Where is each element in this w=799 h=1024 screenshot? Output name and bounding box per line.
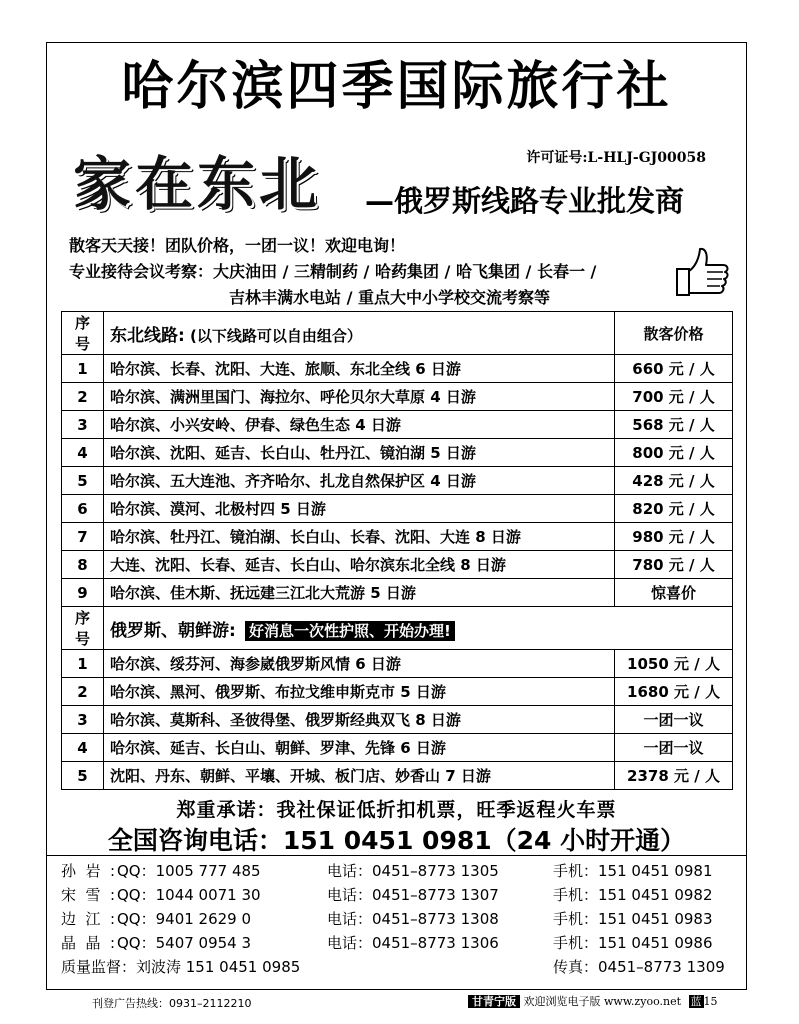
col-number-header: 序号 <box>62 312 104 355</box>
license-number: 许可证号:L-HLJ-GJ00058 <box>526 150 706 166</box>
route-number: 5 <box>62 762 104 790</box>
service-promise: 郑重承诺：我社保证低折扣机票，旺季返程火车票 <box>176 799 617 821</box>
contact-phone: 电话：0451–8773 1307 <box>327 886 499 904</box>
section-badge: 蓝 <box>690 995 702 1008</box>
brand-logo-text: 家在东北 <box>73 150 322 218</box>
contact-qq: QQ：9401 2629 0 <box>117 910 252 928</box>
northeast-header-row <box>62 312 733 355</box>
table-row <box>62 439 733 467</box>
promo-line-2: 专业接待会议考察：大庆油田 / 三精制药 / 哈药集团 / 哈飞集团 / 长春一 / <box>69 262 597 281</box>
russia-section-title: 俄罗斯、朝鲜游: <box>110 620 236 641</box>
agency-title: 哈尔滨四季国际旅行社 <box>121 57 672 117</box>
col-price-header: 散客价格 <box>615 312 733 355</box>
routes-table <box>61 311 733 790</box>
ad-hotline: 刊登广告热线：0931–2112210 <box>92 997 252 1010</box>
russia-section-header <box>104 607 733 650</box>
northeast-section-title: 东北线路: <box>110 325 185 346</box>
route-price: 780 元 / 人 <box>615 551 733 579</box>
northeast-section-header <box>104 312 615 355</box>
route-description: 大连、沈阳、长春、延吉、长白山、哈尔滨东北全线 8 日游 <box>104 551 615 579</box>
route-description: 哈尔滨、五大连池、齐齐哈尔、扎龙自然保护区 4 日游 <box>104 467 615 495</box>
page-footer <box>468 993 718 1009</box>
route-price: 一团一议 <box>615 734 733 762</box>
route-description: 沈阳、丹东、朝鲜、平壤、开城、板门店、妙香山 7 日游 <box>104 762 615 790</box>
route-description: 哈尔滨、黑河、俄罗斯、布拉戈维申斯克市 5 日游 <box>104 678 615 706</box>
route-price: 一团一议 <box>615 706 733 734</box>
northeast-section-note: (以下线路可以自由组合） <box>190 326 362 345</box>
route-price: 428 元 / 人 <box>615 467 733 495</box>
route-number: 6 <box>62 495 104 523</box>
table-row <box>62 551 733 579</box>
route-price: 惊喜价 <box>615 579 733 607</box>
contact-mobile: 手机：151 0451 0981 <box>553 862 713 880</box>
route-number: 8 <box>62 551 104 579</box>
route-price: 700 元 / 人 <box>615 383 733 411</box>
publication-badge: 甘青宁版 <box>468 995 520 1008</box>
table-row <box>62 467 733 495</box>
contact-qq: QQ：5407 0954 3 <box>117 934 252 952</box>
route-description: 哈尔滨、佳木斯、抚远建三江北大荒游 5 日游 <box>104 579 615 607</box>
contact-name: 孙岩: <box>61 862 115 880</box>
contact-name: 宋雪: <box>61 886 115 904</box>
table-row <box>62 355 733 383</box>
route-description: 哈尔滨、漠河、北极村四 5 日游 <box>104 495 615 523</box>
thumbs-up-icon <box>673 245 731 299</box>
contact-qq: QQ：1005 777 485 <box>117 862 261 880</box>
route-description: 哈尔滨、长春、沈阳、大连、旅顺、东北全线 6 日游 <box>104 355 615 383</box>
route-number: 3 <box>62 411 104 439</box>
table-row <box>62 523 733 551</box>
route-number: 2 <box>62 678 104 706</box>
contact-name: 晶晶: <box>61 934 115 952</box>
contact-qq: QQ：1044 0071 30 <box>117 886 261 904</box>
col-number-header: 序号 <box>62 607 104 650</box>
route-description: 哈尔滨、莫斯科、圣彼得堡、俄罗斯经典双飞 8 日游 <box>104 706 615 734</box>
route-price: 568 元 / 人 <box>615 411 733 439</box>
route-number: 9 <box>62 579 104 607</box>
route-price: 2378 元 / 人 <box>615 762 733 790</box>
route-description: 哈尔滨、牡丹江、镜泊湖、长白山、长春、沈阳、大连 8 日游 <box>104 523 615 551</box>
route-description: 哈尔滨、延吉、长白山、朝鲜、罗津、先锋 6 日游 <box>104 734 615 762</box>
table-row <box>62 762 733 790</box>
contact-row <box>61 859 737 883</box>
advertisement-frame <box>46 42 747 990</box>
route-description: 哈尔滨、小兴安岭、伊春、绿色生态 4 日游 <box>104 411 615 439</box>
promo-line-3: 吉林丰满水电站 / 重点大中小学校交流考察等 <box>229 288 550 307</box>
route-description: 哈尔滨、沈阳、延吉、长白山、牡丹江、镜泊湖 5 日游 <box>104 439 615 467</box>
table-row <box>62 411 733 439</box>
contact-phone: 电话：0451–8773 1306 <box>327 934 499 952</box>
divider <box>47 855 746 856</box>
russia-header-row <box>62 607 733 650</box>
contact-mobile: 手机：151 0451 0986 <box>553 934 713 952</box>
contact-mobile: 手机：151 0451 0983 <box>553 910 713 928</box>
route-number: 5 <box>62 467 104 495</box>
contact-name: 边江: <box>61 910 115 928</box>
route-number: 1 <box>62 650 104 678</box>
contact-list <box>61 859 737 979</box>
table-row <box>62 383 733 411</box>
national-hotline: 全国咨询电话：151 0451 0981（24 小时开通） <box>107 826 686 855</box>
table-row <box>62 678 733 706</box>
contact-mobile: 手机：151 0451 0982 <box>553 886 713 904</box>
supervisor-row <box>61 955 737 979</box>
contact-row <box>61 883 737 907</box>
tagline: —俄罗斯线路专业批发商 <box>365 184 685 218</box>
contact-row <box>61 907 737 931</box>
table-row <box>62 706 733 734</box>
route-description: 哈尔滨、满洲里国门、海拉尔、呼伦贝尔大草原 4 日游 <box>104 383 615 411</box>
site-link: 欢迎浏览电子版 www.zyoo.net <box>523 995 682 1008</box>
route-number: 3 <box>62 706 104 734</box>
route-number: 4 <box>62 734 104 762</box>
route-price: 660 元 / 人 <box>615 355 733 383</box>
route-number: 2 <box>62 383 104 411</box>
route-description: 哈尔滨、绥芬河、海参崴俄罗斯风情 6 日游 <box>104 650 615 678</box>
quality-supervisor: 质量监督：刘波涛 151 0451 0985 <box>61 958 301 976</box>
route-price: 800 元 / 人 <box>615 439 733 467</box>
table-row <box>62 495 733 523</box>
route-number: 4 <box>62 439 104 467</box>
table-row <box>62 734 733 762</box>
route-price: 820 元 / 人 <box>615 495 733 523</box>
route-price: 1680 元 / 人 <box>615 678 733 706</box>
route-number: 7 <box>62 523 104 551</box>
passport-news-banner: 好消息一次性护照、开始办理! <box>245 621 455 641</box>
contact-phone: 电话：0451–8773 1308 <box>327 910 499 928</box>
contact-row <box>61 931 737 955</box>
contact-phone: 电话：0451–8773 1305 <box>327 862 499 880</box>
page-number: 15 <box>703 995 718 1008</box>
route-price: 1050 元 / 人 <box>615 650 733 678</box>
fax-number: 传真：0451–8773 1309 <box>553 958 725 976</box>
table-row <box>62 650 733 678</box>
route-price: 980 元 / 人 <box>615 523 733 551</box>
promo-line-1: 散客天天接！团队价格，一团一议！欢迎电询！ <box>69 236 406 255</box>
route-number: 1 <box>62 355 104 383</box>
table-row <box>62 579 733 607</box>
